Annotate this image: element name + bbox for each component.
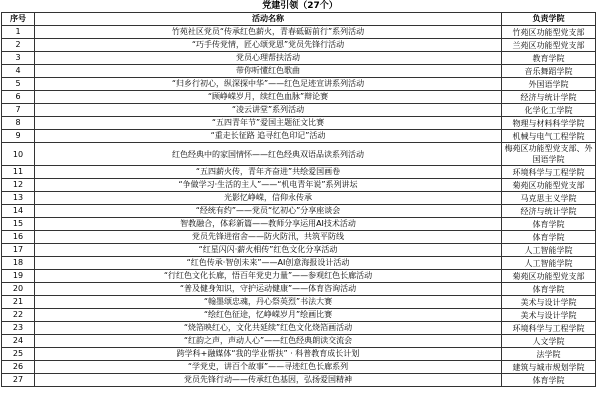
department-cell: 人工智能学院 — [502, 257, 596, 270]
table-row — [2, 117, 596, 130]
department-cell: 经济与统计学院 — [502, 205, 596, 218]
table-row — [2, 322, 596, 335]
table-row — [2, 91, 596, 104]
activity-name-cell: 党员先锋进宿舍——防火防汛，共筑平防线 — [35, 231, 502, 244]
department-cell: 菊苑区功能型党支部 — [502, 179, 596, 192]
table-row — [2, 104, 596, 117]
activity-name-cell: “学党史，讲百个故事”——寻迹红色长廊系列 — [35, 361, 502, 374]
row-number-cell: 14 — [2, 205, 35, 218]
row-number-cell: 20 — [2, 283, 35, 296]
activity-name-cell: 智教融合，体彩新篇——教师分享运用AI技术活动 — [35, 218, 502, 231]
row-number-cell: 15 — [2, 218, 35, 231]
department-cell: 经济与统计学院 — [502, 91, 596, 104]
activity-name-cell: 带你听懂红色歌曲 — [35, 65, 502, 78]
department-cell: 美术与设计学院 — [502, 309, 596, 322]
row-number-cell: 19 — [2, 270, 35, 283]
table-row — [2, 296, 596, 309]
table-row — [2, 143, 596, 166]
table-row — [2, 335, 596, 348]
row-number-cell: 5 — [2, 78, 35, 91]
table-row — [2, 52, 596, 65]
table-row — [2, 348, 596, 361]
table-row — [2, 283, 596, 296]
row-number-cell: 8 — [2, 117, 35, 130]
department-cell: 环境科学与工程学院 — [502, 322, 596, 335]
department-cell: 外国语学院 — [502, 78, 596, 91]
activity-name-cell: “重走长征路 追寻红色印记”活动 — [35, 130, 502, 143]
row-number-cell: 6 — [2, 91, 35, 104]
table-row — [2, 192, 596, 205]
department-cell: 物理与材料科学学院 — [502, 117, 596, 130]
department-cell: 教育学院 — [502, 52, 596, 65]
row-number-cell: 3 — [2, 52, 35, 65]
table-row — [2, 361, 596, 374]
department-cell: 人文学院 — [502, 335, 596, 348]
column-header-no: 序号 — [2, 13, 35, 26]
header-row — [2, 13, 596, 26]
activity-name-cell: 跨学科+融媒体“我的学业帮扶” · 科普教育成长计划 — [35, 348, 502, 361]
table-body — [2, 26, 596, 387]
activity-name-cell: 竹苑社区党员“传承红色薪火，青春砥砺前行”系列活动 — [35, 26, 502, 39]
activity-name-cell: “行红色文化长廊，悟百年党史力量”——参观红色长廊活动 — [35, 270, 502, 283]
row-number-cell: 25 — [2, 348, 35, 361]
activity-name-cell: “绘红色征途，忆峥嵘岁月”绘画比赛 — [35, 309, 502, 322]
activity-name-cell: “顾峥嵘岁月，续红色血脉”辩论赛 — [35, 91, 502, 104]
department-cell: 马克思主义学院 — [502, 192, 596, 205]
row-number-cell: 9 — [2, 130, 35, 143]
row-number-cell: 22 — [2, 309, 35, 322]
row-number-cell: 27 — [2, 374, 35, 387]
activity-name-cell: “五四薪火传，青年齐奋进”共绘爱国画卷 — [35, 166, 502, 179]
row-number-cell: 13 — [2, 192, 35, 205]
row-number-cell: 10 — [2, 143, 35, 166]
row-number-cell: 11 — [2, 166, 35, 179]
department-cell: 兰苑区功能型党支部 — [502, 39, 596, 52]
department-cell: 竹苑区功能型党支部 — [502, 26, 596, 39]
row-number-cell: 2 — [2, 39, 35, 52]
column-header-name: 活动名称 — [35, 13, 502, 26]
column-header-dept: 负责学院 — [502, 13, 596, 26]
activity-name-cell: “五四青年节”爱国主题征文比赛 — [35, 117, 502, 130]
department-cell: 法学院 — [502, 348, 596, 361]
row-number-cell: 12 — [2, 179, 35, 192]
row-number-cell: 23 — [2, 322, 35, 335]
table-row — [2, 231, 596, 244]
activity-name-cell: “巧手传党情，匠心颂党恩”党员先锋行活动 — [35, 39, 502, 52]
activity-name-cell: 党员先锋行动——传承红色基因，弘扬爱国精神 — [35, 374, 502, 387]
table-row — [2, 205, 596, 218]
department-cell: 音乐舞蹈学院 — [502, 65, 596, 78]
row-number-cell: 16 — [2, 231, 35, 244]
department-cell: 机械与电气工程学院 — [502, 130, 596, 143]
department-cell: 环境科学与工程学院 — [502, 166, 596, 179]
activity-name-cell: 红色经典中的家国情怀——红色经典双语品读系列活动 — [35, 143, 502, 166]
table-row — [2, 257, 596, 270]
department-cell: 体育学院 — [502, 231, 596, 244]
table-title: 党建引领（27个） — [262, 1, 338, 11]
department-cell: 人工智能学院 — [502, 244, 596, 257]
table-row — [2, 65, 596, 78]
row-number-cell: 18 — [2, 257, 35, 270]
department-cell: 美术与设计学院 — [502, 296, 596, 309]
table-row — [2, 244, 596, 257]
activity-name-cell: “经统有约”——党员“忆初心”分享座谈会 — [35, 205, 502, 218]
row-number-cell: 7 — [2, 104, 35, 117]
activity-name-cell: “红星闪闪·薪火相传”红色文化分享活动 — [35, 244, 502, 257]
activity-name-cell: “凌云讲堂”系列活动 — [35, 104, 502, 117]
row-number-cell: 21 — [2, 296, 35, 309]
row-number-cell: 4 — [2, 65, 35, 78]
department-cell: 菊苑区功能型党支部 — [502, 270, 596, 283]
table-row — [2, 78, 596, 91]
activity-name-cell: “烧箔映红心，文化共延续”红色文化烧箔画活动 — [35, 322, 502, 335]
department-cell: 建筑与城市规划学院 — [502, 361, 596, 374]
activity-name-cell: “红色传承·智创未来”——AI创意海报设计活动 — [35, 257, 502, 270]
table-row — [2, 270, 596, 283]
department-cell: 化学化工学院 — [502, 104, 596, 117]
table-row — [2, 130, 596, 143]
row-number-cell: 1 — [2, 26, 35, 39]
department-cell: 体育学院 — [502, 283, 596, 296]
activity-name-cell: 党员心理帮扶活动 — [35, 52, 502, 65]
table-row — [2, 166, 596, 179]
department-cell: 梅苑区功能型党支部、外国语学院 — [502, 143, 596, 166]
activity-table — [1, 12, 596, 387]
department-cell: 体育学院 — [502, 218, 596, 231]
row-number-cell: 26 — [2, 361, 35, 374]
table-row — [2, 39, 596, 52]
table-row — [2, 179, 596, 192]
table-row — [2, 374, 596, 387]
activity-name-cell: 光影忆峥嵘，信仰永传承 — [35, 192, 502, 205]
row-number-cell: 17 — [2, 244, 35, 257]
row-number-cell: 24 — [2, 335, 35, 348]
department-cell: 体育学院 — [502, 374, 596, 387]
table-row — [2, 26, 596, 39]
activity-name-cell: “普及健身知识，守护运动健康”——体育咨询活动 — [35, 283, 502, 296]
activity-name-cell: “争做学习·生活的主人”——“机电青年说”系列讲坛 — [35, 179, 502, 192]
activity-name-cell: “翰墨颂忠魂，丹心祭英烈”书法大赛 — [35, 296, 502, 309]
activity-name-cell: “归乡行初心，纵深探中华”——红色足迹宣讲系列活动 — [35, 78, 502, 91]
table-row — [2, 218, 596, 231]
activity-name-cell: “红韵之声，声动人心”——红色经典朗读交流会 — [35, 335, 502, 348]
table-row — [2, 309, 596, 322]
